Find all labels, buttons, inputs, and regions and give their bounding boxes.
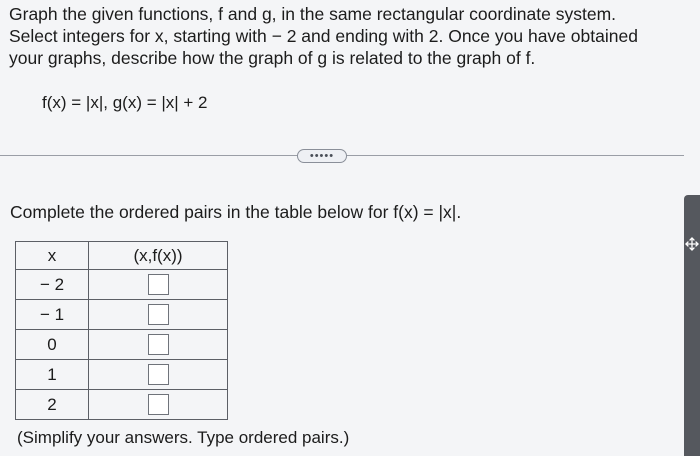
answer-cell [89, 360, 228, 390]
more-button[interactable]: ••••• [297, 149, 347, 163]
question-line-1: Graph the given functions, f and g, in the same rectangular coordinate system. [9, 4, 617, 24]
move-icon[interactable] [684, 233, 700, 255]
table-row [16, 270, 228, 300]
x-value: − 1 [16, 300, 89, 330]
answer-input[interactable] [148, 394, 169, 415]
x-value: − 2 [16, 270, 89, 300]
hint-text: (Simplify your answers. Type ordered pairs.) [17, 428, 350, 447]
function-definitions: f(x) = |x|, g(x) = |x| + 2 [42, 93, 208, 112]
table-row [16, 390, 228, 420]
header-pair: (x,f(x)) [89, 242, 228, 270]
question-text [9, 3, 681, 69]
answer-input[interactable] [148, 304, 169, 325]
answer-cell [89, 390, 228, 420]
table-row [16, 360, 228, 390]
header-x: x [16, 242, 89, 270]
answer-input[interactable] [148, 334, 169, 355]
answer-input[interactable] [148, 364, 169, 385]
answer-cell [89, 300, 228, 330]
question-line-3: your graphs, describe how the graph of g is related to the graph of f. [9, 48, 536, 68]
question-line-2: Select integers for x, starting with − 2 and ending with 2. Once you have obtained [9, 26, 638, 46]
answer-cell [89, 330, 228, 360]
table-header-row [16, 242, 228, 270]
x-value: 1 [16, 360, 89, 390]
table-row [16, 330, 228, 360]
answer-input[interactable] [148, 274, 169, 295]
answer-cell [89, 270, 228, 300]
x-value: 0 [16, 330, 89, 360]
table-row [16, 300, 228, 330]
x-value: 2 [16, 390, 89, 420]
ordered-pairs-table [15, 241, 228, 420]
instruction-text: Complete the ordered pairs in the table below for f(x) = |x|. [10, 202, 462, 222]
